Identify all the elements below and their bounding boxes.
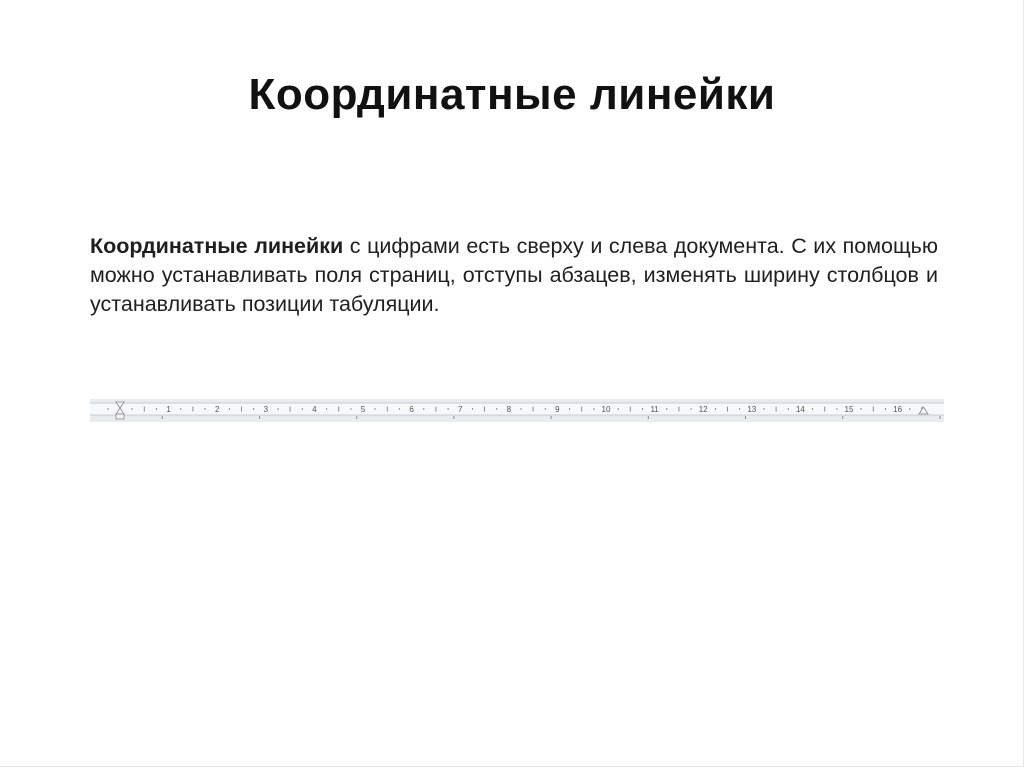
ruler-tick-label: 10 [601,405,611,414]
ruler-tick-label: 13 [747,405,757,414]
ruler-tick-label: 15 [844,405,854,414]
paragraph-bold-lead: Координатные линейки [90,234,344,258]
ruler-tick-label: 9 [555,405,560,414]
ruler-tick-label: 12 [698,405,708,414]
slide-paragraph [90,232,938,319]
coordinate-ruler [90,399,944,422]
ruler-tick-label: 1 [166,405,171,414]
ruler-tick-label: 2 [214,405,220,414]
ruler-tick-label: 7 [457,405,463,414]
ruler-tick-label: 16 [893,405,903,414]
paragraph-text: с цифрами есть сверху и слева документа. С их помощью можно устанавливать поля страниц, отступы абзацев, изменять ширину столбцов и устанавливать позиции табуляции. [90,234,938,316]
ruler-graphic [90,399,944,422]
ruler-tick-label: 5 [360,405,366,414]
ruler-tick-label: 14 [795,405,805,414]
slide-title: Координатные линейки [248,70,776,119]
ruler-tick-label: 8 [506,405,512,414]
ruler-tick-label: 4 [312,405,317,414]
ruler-tick-label: 6 [409,405,414,414]
ruler-tick-label: 11 [650,405,659,414]
ruler-tick-label: 3 [263,405,269,414]
